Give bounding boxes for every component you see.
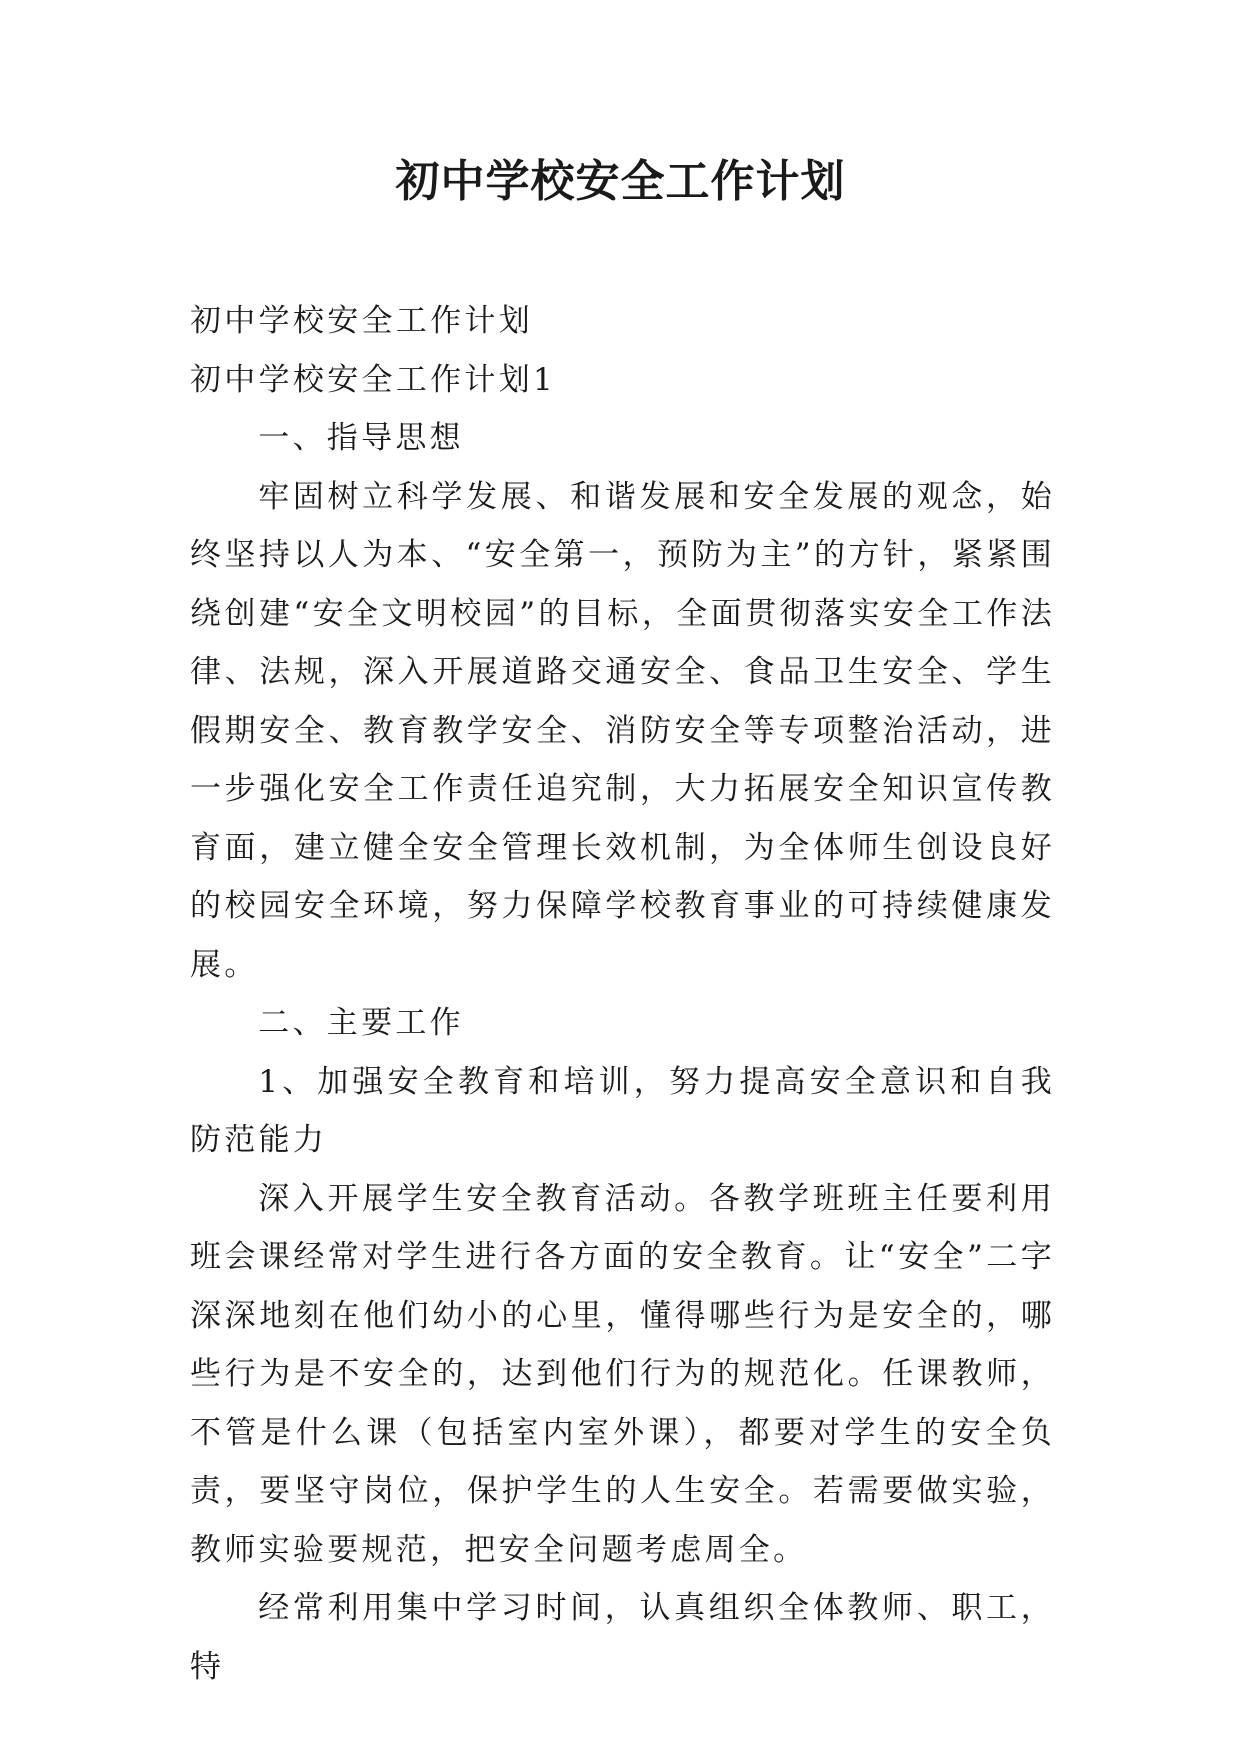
subtitle-line: 初中学校安全工作计划 (190, 303, 533, 339)
section-heading-main-work: 二、主要工作 (258, 1005, 464, 1041)
section-heading-guiding-thought: 一、指导思想 (258, 420, 464, 456)
item-heading-safety-education: 1、加强安全教育和培训，努力提高安全意识和自我防范能力 (190, 1063, 1055, 1158)
plan-heading: 初中学校安全工作计划1 (190, 361, 557, 398)
document-title: 初中学校安全工作计划 (395, 156, 846, 207)
paragraph-guiding-thought: 牢固树立科学发展、和谐发展和安全发展的观念，始终坚持以人为本、“安全第一，预防为主”的方针，紧紧围绕创建“安全文明校园”的目标，全面贯彻落实安全工作法律、法规，深入开展道路交通安全、食品卫生安全、学生假期安全、教育教学安全、消防安全等专项整治活动，进一步强化安全工作责任追究制，大力拓展安全知识宣传教育面，建立健全安全管理长效机制，为全体师生创设良好的校园安全环境，努力保障学校教育事业的可持续健康发展。 (190, 478, 1055, 983)
document-body (190, 292, 1055, 1696)
paragraph-staff-training: 经常利用集中学习时间，认真组织全体教师、职工，特 (190, 1590, 1055, 1685)
paragraph-student-safety-education: 深入开展学生安全教育活动。各教学班班主任要利用班会课经常对学生进行各方面的安全教育。让“安全”二字深深地刻在他们幼小的心里，懂得哪些行为是安全的，哪些行为是不安全的，达到他们行为的规范化。任课教师，不管是什么课（包括室内室外课），都要对学生的安全负责，要坚守岗位，保护学生的人生安全。若需要做实验，教师实验要规范，把安全问题考虑周全。 (190, 1180, 1055, 1568)
